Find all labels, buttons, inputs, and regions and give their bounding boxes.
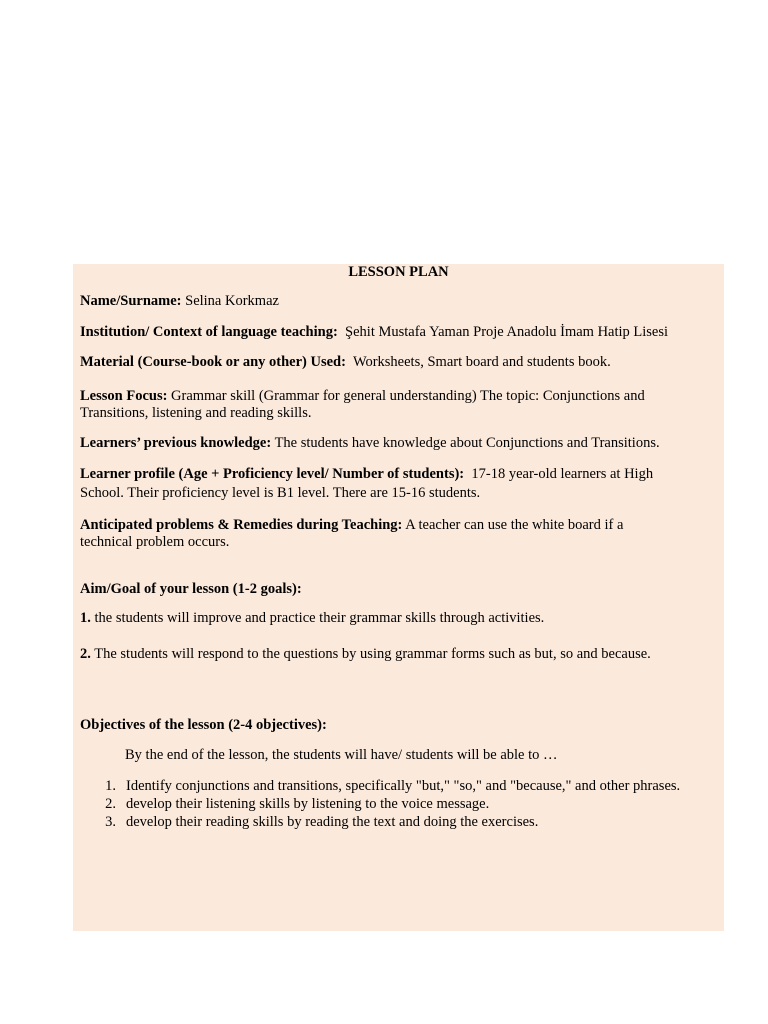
previous-knowledge-label: Learners’ previous knowledge:: [80, 435, 272, 451]
objective-text: Identify conjunctions and transitions, specifically "but," "so," and "because," and other phrases.: [126, 778, 681, 794]
lesson-focus-label: Lesson Focus:: [80, 388, 168, 404]
objective-text: develop their reading skills by reading the text and doing the exercises.: [126, 814, 539, 830]
lesson-plan-panel: [73, 264, 724, 931]
institution-label: Institution/ Context of language teaching:: [80, 324, 338, 340]
name-value: Selina Korkmaz: [185, 293, 279, 309]
aim-text: The students will respond to the questions by using grammar forms such as but, so and because.: [94, 646, 651, 662]
objectives-heading-text: Objectives of the lesson (2-4 objectives):: [80, 717, 327, 733]
lesson-focus-value-line2: Transitions, listening and reading skills.: [80, 405, 312, 421]
institution-row: [80, 324, 718, 341]
aims-heading: [80, 581, 718, 598]
objective-number: 3.: [105, 814, 116, 830]
learner-profile-row: [80, 466, 718, 483]
aim-number: 2.: [80, 646, 91, 662]
aim-number: 1.: [80, 610, 91, 626]
material-row: [80, 354, 718, 371]
material-label: Material (Course-book or any other) Used:: [80, 354, 346, 370]
previous-knowledge-value: The students have knowledge about Conjunctions and Transitions.: [274, 435, 660, 451]
learner-profile-label: Learner profile (Age + Proficiency level/ Number of students):: [80, 466, 465, 482]
aim-item: [80, 646, 718, 663]
anticipated-problems-label: Anticipated problems & Remedies during Teaching:: [80, 517, 403, 533]
name-label: Name/Surname:: [80, 293, 182, 309]
material-value: Worksheets, Smart board and students book.: [352, 354, 611, 370]
institution-value: Şehit Mustafa Yaman Proje Anadolu İmam Hatip Lisesi: [345, 324, 669, 340]
objective-text: develop their listening skills by listening to the voice message.: [126, 796, 490, 812]
lesson-focus-value-line1: Grammar skill (Grammar for general understanding) The topic: Conjunctions and: [171, 388, 645, 404]
anticipated-problems-value-line1: A teacher can use the white board if a: [405, 517, 624, 533]
aims-heading-text: Aim/Goal of your lesson (1-2 goals):: [80, 581, 302, 597]
objectives-heading: [80, 717, 718, 734]
name-row: [80, 293, 718, 310]
aim-text: the students will improve and practice their grammar skills through activities.: [94, 610, 545, 626]
objectives-intro: By the end of the lesson, the students will have/ students will be able to …: [125, 747, 558, 763]
previous-knowledge-row: [80, 435, 718, 452]
anticipated-problems-row: [80, 517, 718, 534]
aim-item: [80, 610, 718, 627]
page-title: LESSON PLAN: [348, 264, 449, 280]
objective-number: 2.: [105, 796, 116, 812]
lesson-focus-row: [80, 388, 718, 405]
anticipated-problems-value-line2: technical problem occurs.: [80, 534, 230, 550]
learner-profile-value-line1: 17-18 year-old learners at High: [471, 466, 654, 482]
learner-profile-value-line2: School. Their proficiency level is B1 level. There are 15-16 students.: [80, 485, 481, 501]
objective-number: 1.: [105, 778, 116, 794]
